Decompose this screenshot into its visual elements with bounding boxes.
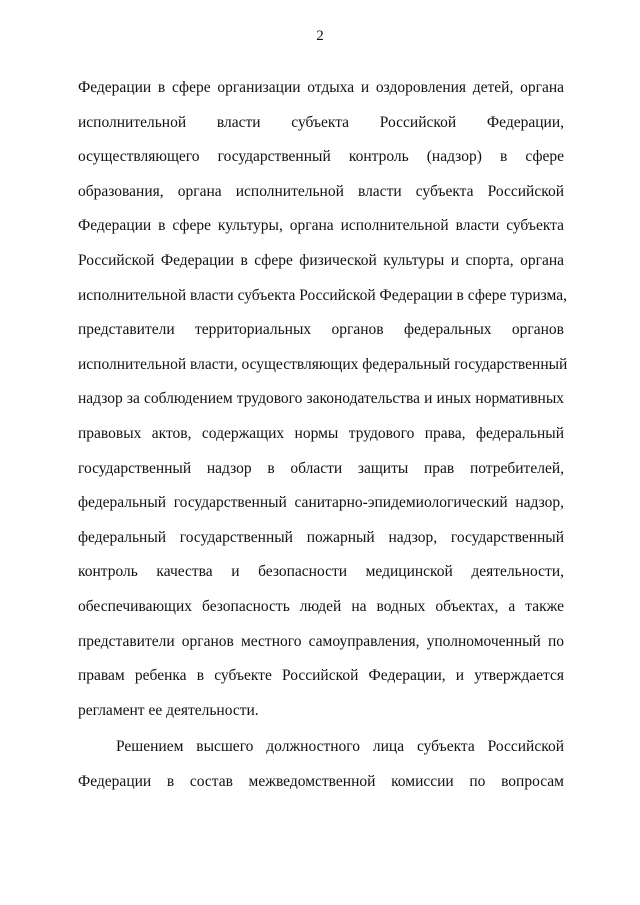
paragraph-2: [78, 730, 564, 799]
text-line: правовых актов, содержащих нормы трудового права, федеральный: [78, 424, 564, 442]
text-line: исполнительной власти, осуществляющих федеральный государственный: [78, 355, 568, 373]
text-line: представители органов местного самоуправления, уполномоченный по: [78, 632, 564, 650]
text-line: Федерации в состав межведомственной комиссии по вопросам: [78, 772, 564, 790]
text-line: государственный надзор в области защиты прав потребителей,: [78, 459, 564, 477]
text-line: Федерации в сфере культуры, органа исполнительной власти субъекта: [78, 217, 564, 235]
text-line: федеральный государственный санитарно-эпидемиологический надзор,: [78, 494, 564, 512]
text-line: федеральный государственный пожарный надзор, государственный: [78, 528, 564, 546]
text-line: контроль качества и безопасности медицинской деятельности,: [78, 563, 564, 581]
text-line: исполнительной власти субъекта Российской Федерации в сфере туризма,: [78, 286, 567, 304]
page-number: 2: [316, 28, 324, 44]
text-line: обеспечивающих безопасность людей на водных объектах, а также: [78, 597, 564, 615]
text-line: регламент ее деятельности.: [78, 701, 259, 719]
text-line: Российской Федерации в сфере физической культуры и спорта, органа: [78, 251, 564, 269]
text-line: Решением высшего должностного лица субъекта Российской: [116, 738, 564, 755]
text-line: правам ребенка в субъекте Российской Федерации, и утверждается: [78, 667, 564, 685]
text-line: надзор за соблюдением трудового законодательства и иных нормативных: [78, 390, 564, 408]
text-line: Федерации в сфере организации отдыха и оздоровления детей, органа: [78, 79, 564, 96]
text-line: исполнительной власти субъекта Российской Федерации,: [78, 113, 564, 131]
text-line: осуществляющего государственный контроль (надзор) в сфере: [78, 148, 564, 166]
text-line: образования, органа исполнительной власти субъекта Российской: [78, 182, 564, 200]
paragraph-1: [78, 71, 568, 728]
text-line: представители территориальных органов федеральных органов: [78, 321, 564, 339]
